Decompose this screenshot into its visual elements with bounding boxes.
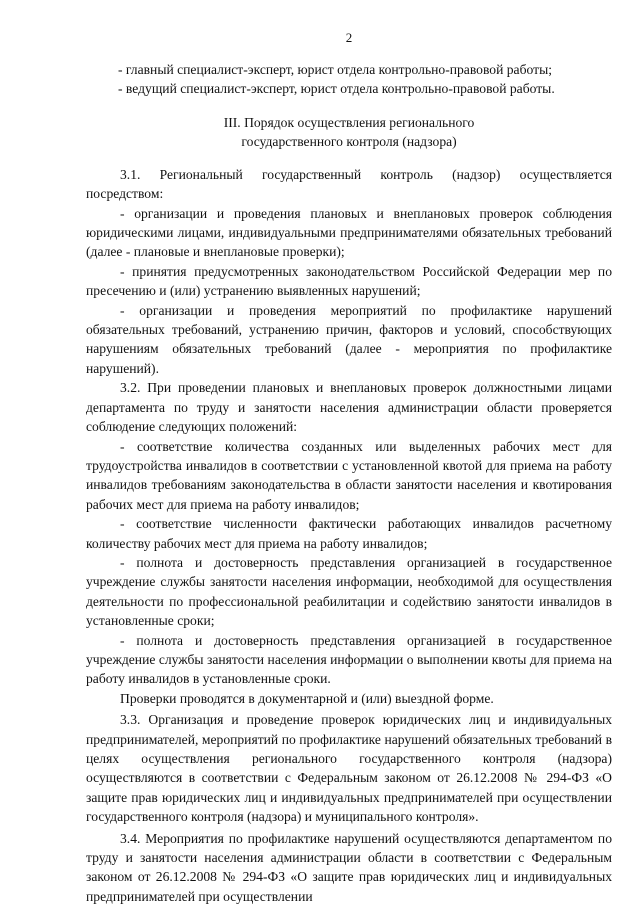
list-item: - соответствие количества созданных или выделенных рабочих мест для трудоустройства инвалидов в соответствии с установленной квотой для приема на работу инвалидов требованиям законодательства в области занятости населения и квотирования рабочих мест для приема на работу инвалидов; — [86, 438, 612, 512]
paragraph: Проверки проводятся в документарной и (или) выездной форме. — [120, 690, 494, 706]
section-title-line: III. Порядок осуществления регионального — [223, 114, 475, 130]
paragraph: 3.1. Региональный государственный контроль (надзор) осуществляется посредством: — [86, 166, 612, 202]
list-item: - соответствие численности фактически работающих инвалидов расчетному количеству рабочих мест для приема на работу инвалидов; — [86, 516, 612, 551]
list-item: - принятия предусмотренных законодательством Российской Федерации мер по пресечению и (или) устранению выявленных нарушений; — [86, 263, 612, 299]
list-item: - полнота и достоверность представления организацией в государственное учреждение службы занятости населения информации, необходимой для осуществления деятельности по профессиональной реабилитации и содействию занятости инвалидов в установленные сроки; — [86, 554, 612, 629]
section-title — [86, 113, 612, 151]
list-item: - организации и проведения плановых и внеплановых проверок соблюдения юридическими лицами, индивидуальными предпринимателями обязательных требований (далее - плановые и внеплановые проверки); — [86, 205, 612, 260]
paragraph: 3.3. Организация и проведение проверок юридических лиц и индивидуальных предпринимателей, мероприятий по профилактике нарушений обязательных требований в целях осуществления регионального государственного контроля (надзора) осуществляются в соответствии с Федеральным законом от 26.12.2008 № 294-ФЗ «О защите прав юридических лиц и индивидуальных предпринимателей при осуществлении государственного контроля (надзора) и муниципального контроля». — [86, 712, 612, 825]
section-title-line: государственного контроля (надзора) — [241, 133, 457, 149]
paragraph: 3.4. Мероприятия по профилактике нарушений осуществляются департаментом по труду и занятости населения администрации области в соответствии с Федеральным законом от 26.12.2008 № 294-ФЗ «О защите прав юридических лиц и индивидуальных предпринимателей при осуществлении — [86, 830, 612, 904]
list-item: - ведущий специалист-эксперт, юрист отдела контрольно-правовой работы. — [118, 81, 555, 97]
list-item: - полнота и достоверность представления организацией в государственное учреждение службы занятости населения информации о выполнении квоты для приема на работу инвалидов в установленные сроки. — [86, 632, 612, 687]
page-number: 2 — [345, 30, 353, 45]
list-item: - организации и проведения мероприятий по профилактике нарушений обязательных требований, устранению причин, факторов и условий, способствующих нарушениям обязательных требований (далее - мероприятия по профилактике нарушений). — [86, 302, 612, 376]
paragraph: 3.2. При проведении плановых и внеплановых проверок должностными лицами департамента по труду и занятости населения администрации области проверяется соблюдение следующих положений: — [86, 380, 612, 435]
list-item: - главный специалист-эксперт, юрист отдела контрольно-правовой работы; — [118, 62, 552, 77]
